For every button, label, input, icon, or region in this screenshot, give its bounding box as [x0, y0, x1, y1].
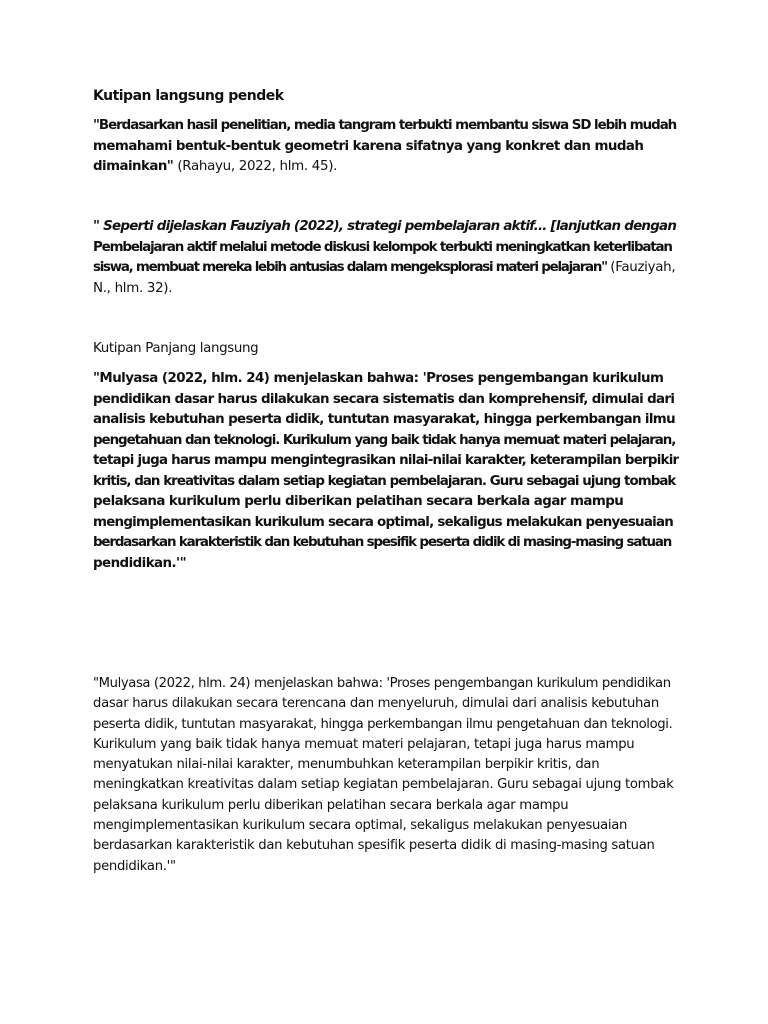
- quote-line: "Berdasarkan hasil penelitian, media tangram terbukti membantu siswa SD lebih mudah: [93, 118, 677, 133]
- long-quote-line: pelaksana kurikulum perlu diberikan pelatihan secara berkala agar mampu: [93, 494, 624, 509]
- plain-quote-line: menyatukan nilai-nilai karakter, menumbuhkan keterampilan berpikir kritis, dan: [93, 757, 600, 773]
- plain-quote-line: dasar harus dilakukan secara terencana dan menyeluruh, dimulai dari analisis kebutuhan: [93, 696, 659, 712]
- long-quote-line: pengetahuan dan teknologi. Kurikulum yang baik tidak hanya memuat materi pelajaran,: [93, 432, 676, 448]
- plain-quote-line: berdasarkan karakteristik dan kebutuhan spesifik peserta didik di masing-masing satuan: [93, 838, 655, 854]
- quote-line-lead: [93, 217, 678, 238]
- long-quote-plain: [93, 674, 678, 877]
- quote-citation: (Rahayu, 2022, hlm. 45).: [177, 159, 338, 174]
- plain-quote-line: Kurikulum yang baik tidak hanya memuat materi pelajaran, tetapi juga harus mampu: [93, 736, 635, 752]
- quote-open-mark: ": [93, 219, 104, 234]
- quote-line-cite: [93, 258, 678, 279]
- plain-quote-line: peserta didik, tuntutan masyarakat, hingga perkembangan ilmu pengetahuan dan teknologi.: [93, 716, 673, 732]
- short-quote-2: [93, 217, 678, 299]
- quote-line-text: dimainkan": [93, 159, 174, 174]
- plain-quote-line: meningkatkan kreativitas dalam setiap kegiatan pembelajaran. Guru sebagai ujung tombak: [93, 777, 674, 793]
- long-quote-bold: [93, 369, 678, 574]
- plain-quote-line: mengimplementasikan kurikulum secara optimal, sekaligus melakukan penyesuaian: [93, 818, 628, 834]
- quote-line-last: [93, 157, 678, 178]
- long-quote-line: pendidikan dasar harus dilakukan secara sistematis dan komprehensif, dimulai dari: [93, 391, 675, 407]
- long-quote-line: "Mulyasa (2022, hlm. 24) menjelaskan bahwa: 'Proses pengembangan kurikulum: [93, 371, 664, 386]
- short-quote-1: [93, 116, 678, 178]
- long-quote-line: kritis, dan kreativitas dalam setiap kegiatan pembelajaran. Guru sebagai ujung tombak: [93, 473, 676, 489]
- short-quote-heading: Kutipan langsung pendek: [93, 88, 284, 104]
- quote-line-text: siswa, membuat mereka lebih antusias dalam mengeksplorasi materi pelajaran": [93, 260, 607, 275]
- long-quote-line: tetapi juga harus mampu mengintegrasikan nilai-nilai karakter, keterampilan berpikir: [93, 453, 679, 468]
- long-quote-line: mengimplementasikan kurikulum secara optimal, sekaligus melakukan penyesuaian: [93, 514, 674, 530]
- plain-quote-line: "Mulyasa (2022, hlm. 24) menjelaskan bahwa: 'Proses pengembangan kurikulum pendidikan: [93, 676, 671, 691]
- long-quote-line: analisis kebutuhan peserta didik, tuntutan masyarakat, hingga perkembangan ilmu: [93, 412, 675, 427]
- quote-citation-part1: (Fauziyah,: [610, 260, 676, 275]
- quote-line: memahami bentuk-bentuk geometri karena sifatnya yang konkret dan mudah: [93, 138, 644, 154]
- plain-quote-line: pendidikan.'": [93, 858, 176, 874]
- quote-lead-italic: Seperti dijelaskan Fauziyah (2022), strategi pembelajaran aktif... [lanjutkan dengan: [103, 219, 677, 234]
- long-quote-line: pendidikan.'": [93, 555, 187, 571]
- long-quote-line: berdasarkan karakteristik dan kebutuhan spesifik peserta didik di masing-masing satuan: [93, 535, 672, 550]
- quote-line: Pembelajaran aktif melalui metode diskusi kelompok terbukti meningkatkan keterlibatan: [93, 239, 672, 255]
- long-quote-heading: Kutipan Panjang langsung: [93, 341, 259, 356]
- plain-quote-line: pelaksana kurikulum perlu diberikan pelatihan secara berkala agar mampu: [93, 797, 569, 813]
- quote-citation-part2: N., hlm. 32).: [93, 280, 173, 296]
